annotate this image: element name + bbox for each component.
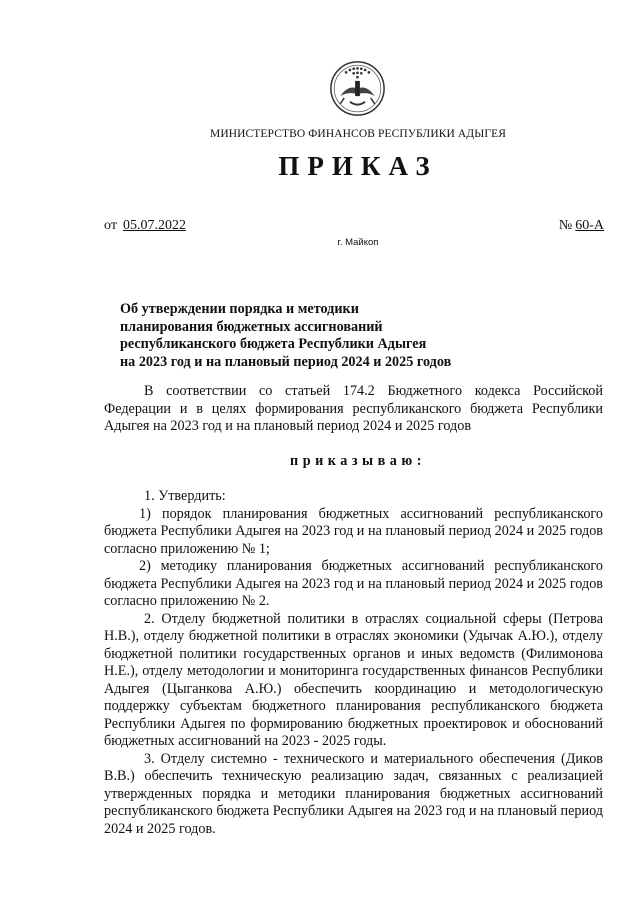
- subject-line: планирования бюджетных ассигнований: [120, 318, 383, 335]
- order-subitem: 1) порядок планирования бюджетных ассигнований республиканского бюджета Республики Адыгея на 2023 год и на плановый период 2024 и 2025 годов согласно приложению № 1;: [104, 505, 603, 557]
- subject-line: на 2023 год и на плановый период 2024 и 2025 годов: [120, 353, 452, 370]
- order-word: приказываю:: [290, 453, 426, 469]
- document-date: 05.07.2022: [122, 218, 186, 233]
- ministry-name: МИНИСТЕРСТВО ФИНАНСОВ РЕСПУБЛИКИ АДЫГЕЯ: [210, 128, 506, 140]
- subject-line: Об утверждении порядка и методики: [120, 301, 359, 317]
- document-date-line: [104, 218, 186, 234]
- order-item: 1. Утвердить:: [144, 488, 226, 504]
- document-title: ПРИКАЗ: [278, 151, 438, 181]
- order-subject: [120, 301, 451, 371]
- preamble-block: [104, 383, 603, 436]
- document-number: 60-А: [575, 218, 604, 233]
- document-number-line: [559, 218, 604, 234]
- order-item: 3. Отделу системно - технического и материального обеспечения (Диков В.В.) обеспечить техническую реализацию задач, связанных с реализацией утвержденных порядка и методики планирования бюджетных ассигнований республиканского бюджета Республики Адыгея на 2023 год и на плановый период 2024 и 2025 годов.: [104, 750, 603, 837]
- preamble: В соответствии со статьей 174.2 Бюджетного кодекса Российской Федерации и в целях формирования республиканского бюджета Республики Адыгея на 2023 год и на плановый период 2024 и 2025 годов: [104, 383, 603, 434]
- number-prefix: №: [558, 218, 573, 233]
- date-prefix: от: [104, 218, 117, 233]
- order-items: [104, 488, 603, 838]
- subject-line: республиканского бюджета Республики Адыгея: [120, 336, 427, 352]
- city: г. Майкоп: [337, 237, 379, 248]
- order-item: 2. Отделу бюджетной политики в отраслях социальной сферы (Петрова Н.В.), отделу бюджетной политики в отраслях экономики (Удычак А.Ю.), отделу бюджетной политики государственных органов и иных ведомств (Филимонова Н.Е.), отделу методологии и мониторинга государственных финансов Республики Адыгея (Цыганкова А.Ю.) обеспечить координацию и методологическую поддержку субъектам бюджетного планирования республиканского бюджета Республики Адыгея по формированию бюджетных проектировок и обоснований бюджетных ассигнований на 2023 - 2025 годы.: [104, 610, 603, 749]
- order-subitem: 2) методику планирования бюджетных ассигнований республиканского бюджета Республики Адыгея на 2023 год и на плановый период 2024 и 2025 годов согласно приложению № 2.: [104, 558, 603, 609]
- coat-of-arms-icon: [329, 60, 386, 117]
